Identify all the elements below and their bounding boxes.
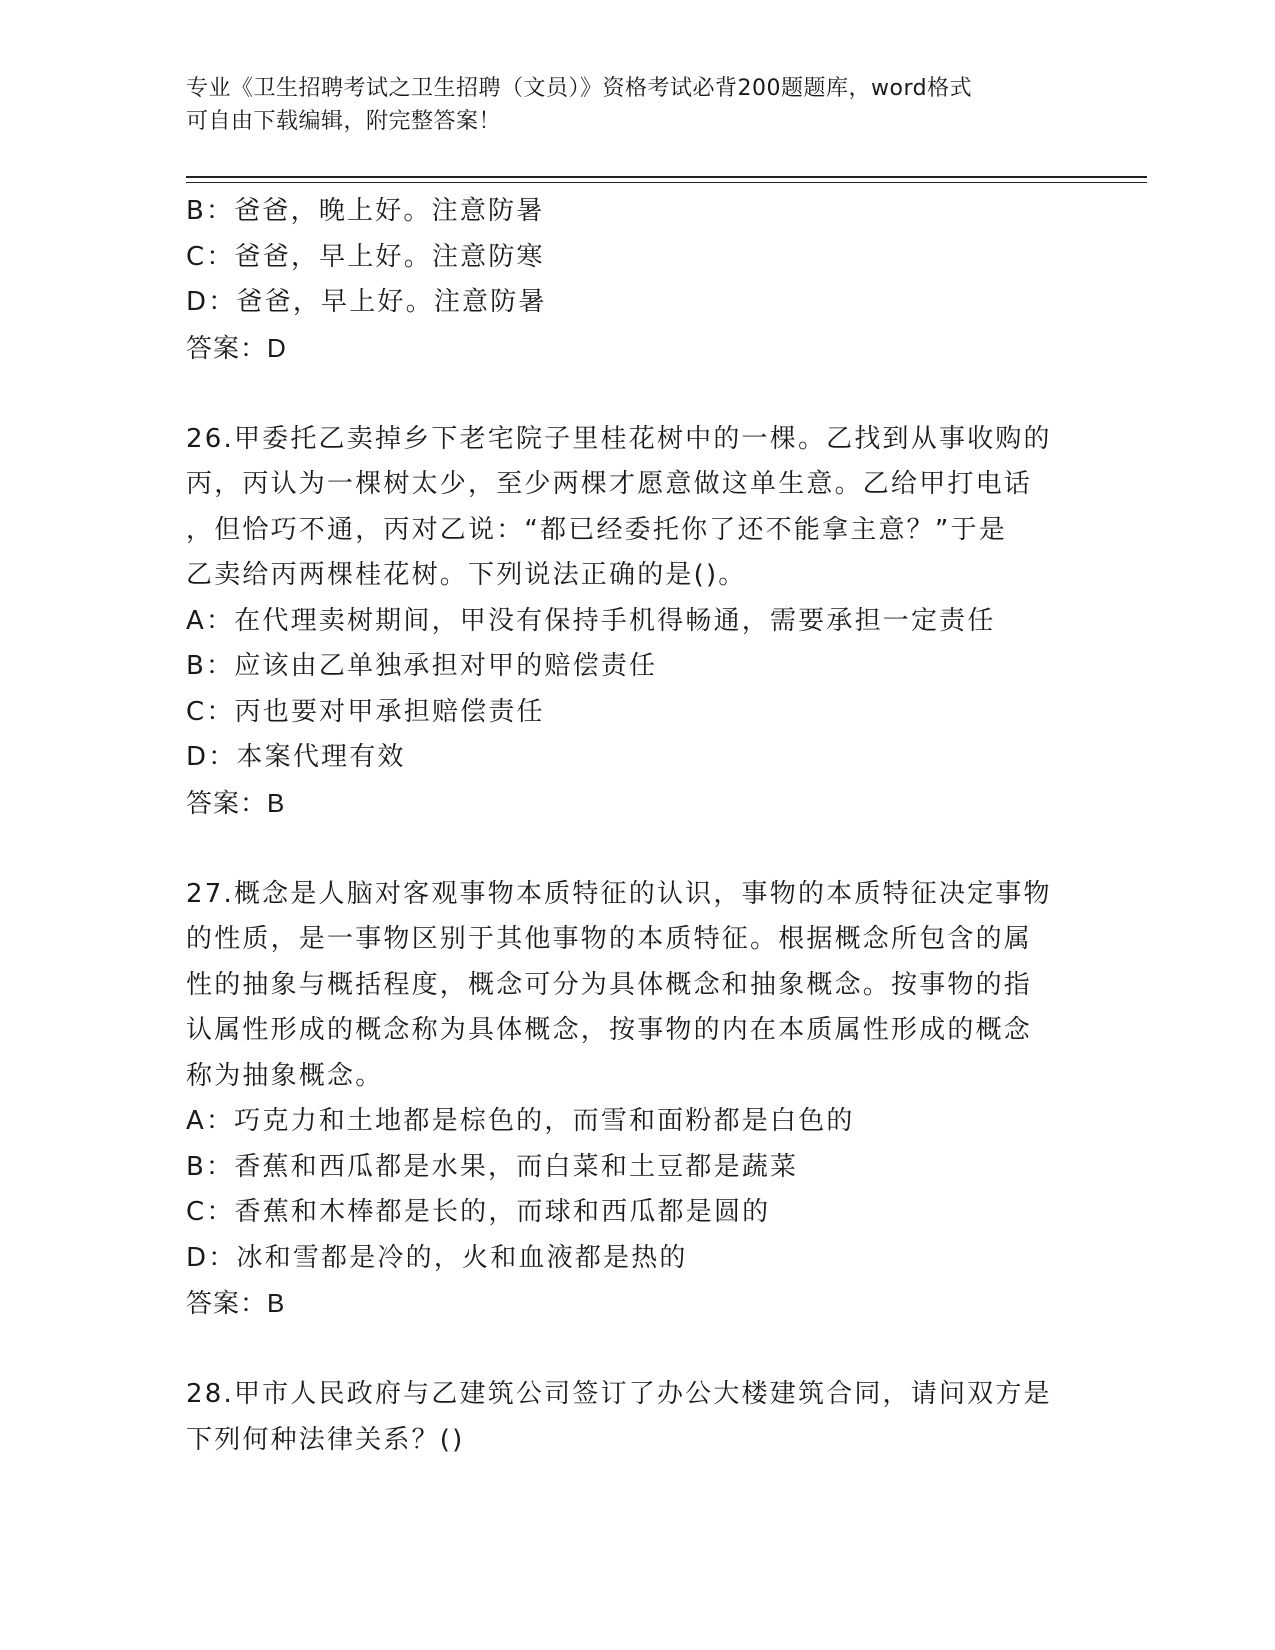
- question-stem-line: 认属性形成的概念称为具体概念，按事物的内在本质属性形成的概念: [186, 1015, 1033, 1045]
- document-header: [186, 72, 1066, 138]
- option-b: B：应该由乙单独承担对甲的赔偿责任: [186, 651, 658, 681]
- header-line-1: 专业《卫生招聘考试之卫生招聘（文员）》资格考试必背200题题库，word格式: [186, 76, 973, 101]
- option-b: B：爸爸，晚上好。注意防暑: [186, 196, 545, 226]
- question-stem-line: 下列何种法律关系？(): [186, 1424, 465, 1455]
- option-d: D：本案代理有效: [186, 742, 406, 772]
- question-stem-line: 的性质，是一事物区别于其他事物的本质特征。根据概念所包含的属: [186, 924, 1033, 954]
- answer: 答案：B: [186, 1288, 286, 1318]
- question-list: [186, 189, 1086, 1463]
- question-stem-line: 27.概念是人脑对客观事物本质特征的认识，事物的本质特征决定事物: [186, 878, 1052, 909]
- question-stem-line: 28.甲市人民政府与乙建筑公司签订了办公大楼建筑合同，请问双方是: [186, 1379, 1052, 1409]
- option-c: C：丙也要对甲承担赔偿责任: [186, 696, 545, 727]
- question-28: [186, 1372, 1086, 1463]
- option-d: D：爸爸，早上好。注意防暑: [186, 287, 547, 317]
- question-stem-line: ，但恰巧不通，丙对乙说：“都已经委托你了还不能拿主意？”于是: [186, 514, 1007, 545]
- spacer: [186, 826, 1086, 872]
- option-c: C：爸爸，早上好。注意防寒: [186, 241, 545, 272]
- option-a: A：巧克力和土地都是棕色的，而雪和面粉都是白色的: [186, 1106, 855, 1136]
- option-c: C：香蕉和木棒都是长的，而球和西瓜都是圆的: [186, 1197, 771, 1227]
- spacer: [186, 1327, 1086, 1373]
- question-stem-line: 丙，丙认为一棵树太少，至少两棵才愿意做这单生意。乙给甲打电话: [186, 469, 1033, 499]
- question-27: [186, 872, 1086, 1327]
- question-stem-line: 乙卖给丙两棵桂花树。下列说法正确的是()。: [186, 560, 747, 590]
- question-26: [186, 417, 1086, 827]
- spacer: [186, 371, 1086, 417]
- header-line-2: 可自由下载编辑，附完整答案！: [186, 109, 502, 134]
- header-divider-thick: [186, 176, 1147, 178]
- answer: 答案：B: [186, 787, 286, 818]
- option-b: B：香蕉和西瓜都是水果，而白菜和土豆都是蔬菜: [186, 1151, 799, 1182]
- question-stem-line: 称为抽象概念。: [186, 1060, 384, 1091]
- option-a: A：在代理卖树期间，甲没有保持手机得畅通，需要承担一定责任: [186, 605, 996, 636]
- answer: 答案：D: [186, 332, 287, 363]
- question-stem-line: 性的抽象与概括程度，概念可分为具体概念和抽象概念。按事物的指: [186, 969, 1033, 1000]
- option-d: D：冰和雪都是冷的，火和血液都是热的: [186, 1242, 688, 1273]
- header-divider-thin: [186, 182, 1147, 183]
- question-25: [186, 189, 1086, 371]
- question-stem-line: 26.甲委托乙卖掉乡下老宅院子里桂花树中的一棵。乙找到从事收购的: [186, 423, 1052, 454]
